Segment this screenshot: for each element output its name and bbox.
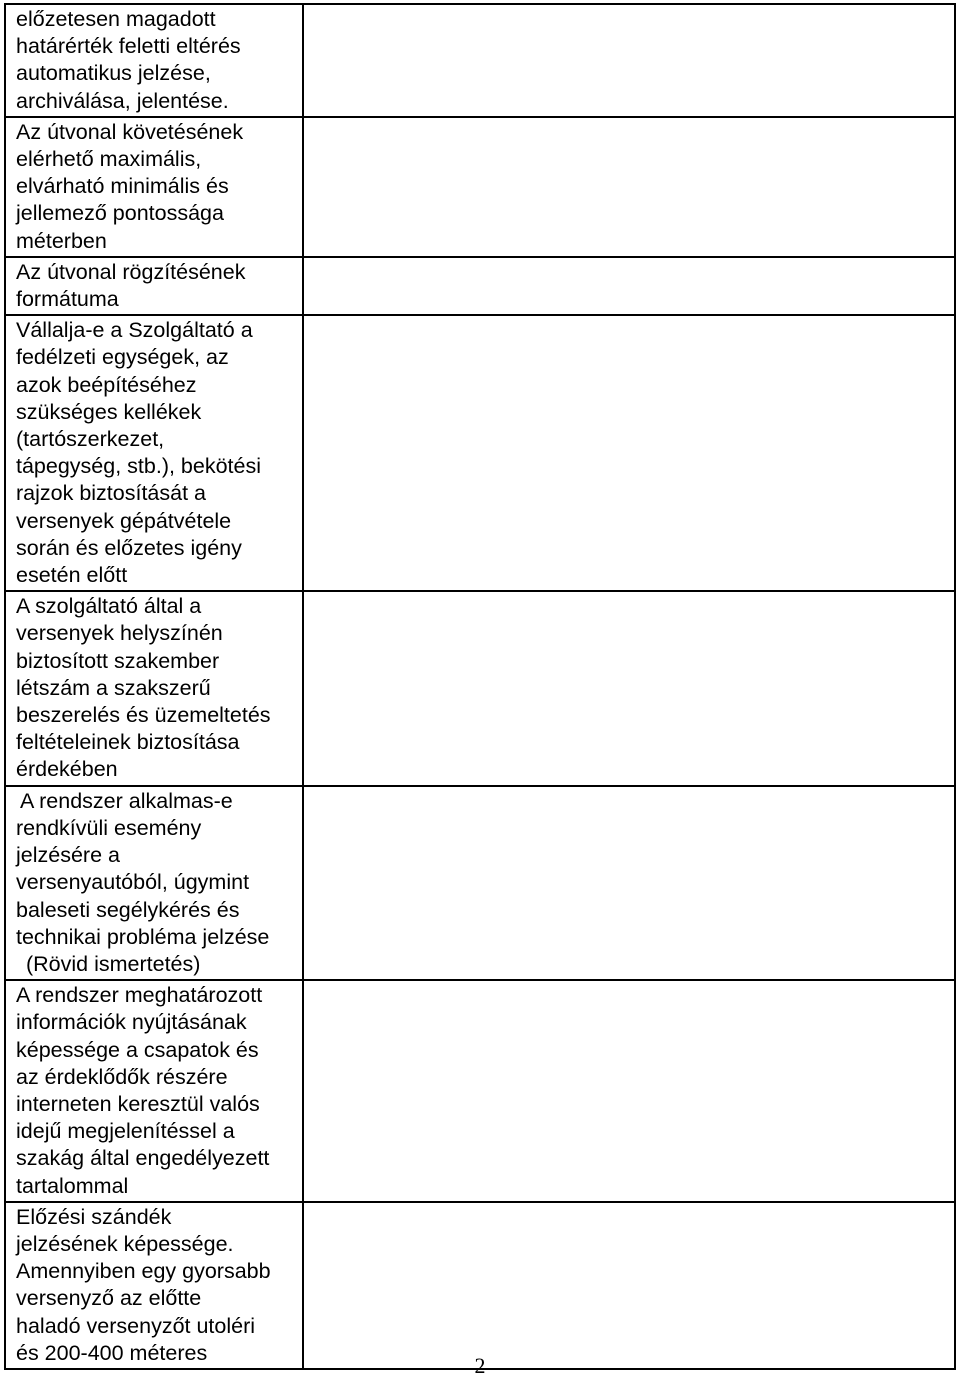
- table-row: [5, 257, 955, 315]
- question-line: jelzésére a: [16, 843, 120, 868]
- question-cell: [5, 591, 303, 785]
- question-cell: [5, 1202, 303, 1369]
- question-text: Az útvonal követésének elérhető maximális, elvárható minimális és jellemező pontossága méterben: [16, 119, 244, 253]
- answer-cell[interactable]: [303, 257, 955, 315]
- question-line: technikai probléma jelzése: [16, 924, 270, 949]
- question-text: [6, 787, 302, 979]
- answer-cell[interactable]: [303, 117, 955, 257]
- question-text: A szolgáltató által a versenyek helyszínén biztosított szakember létszám a szakszerű beszerelés és üzemeltetés feltételeinek biztosítása érdekében: [16, 594, 271, 782]
- requirements-table: [4, 3, 956, 1370]
- question-cell: [5, 117, 303, 257]
- question-line: baleseti segélykérés és: [16, 897, 240, 922]
- answer-cell[interactable]: [303, 786, 955, 980]
- question-text: Előzési szándék jelzésének képessége. Amennyiben egy gyorsabb versenyző az előtte haladó versenyzőt utoléri és 200-400 méteres: [16, 1204, 271, 1365]
- answer-cell[interactable]: [303, 1202, 955, 1369]
- question-cell: [5, 786, 303, 980]
- answer-cell[interactable]: [303, 4, 955, 117]
- table-row: [5, 117, 955, 257]
- question-line: A rendszer alkalmas-e: [20, 788, 233, 813]
- question-cell: [5, 4, 303, 117]
- table-row: [5, 786, 955, 980]
- table-row: [5, 4, 955, 117]
- question-cell: [5, 257, 303, 315]
- question-text: Az útvonal rögzítésének formátuma: [16, 259, 246, 312]
- question-text: előzetesen magadott határérték feletti eltérés automatikus jelzése, archiválása, jelentése.: [16, 7, 241, 113]
- question-line: versenyautóból, úgymint: [16, 870, 250, 895]
- page-number: 2: [474, 1353, 486, 1378]
- question-line: rendkívüli esemény: [16, 815, 202, 840]
- table-row: [5, 315, 955, 591]
- question-text: A rendszer meghatározott információk nyújtásának képessége a csapatok és az érdeklődők részére interneten keresztül valós idejű megjelenítéssel a szakág által engedélyezett tartalommal: [16, 983, 270, 1198]
- table-row: [5, 980, 955, 1202]
- answer-cell[interactable]: [303, 315, 955, 591]
- table-row: [5, 1202, 955, 1369]
- question-cell: [5, 315, 303, 591]
- answer-cell[interactable]: [303, 980, 955, 1202]
- table-row: [5, 591, 955, 785]
- question-text: Vállalja-e a Szolgáltató a fedélzeti egységek, az azok beépítéséhez szükséges kellékek (tartószerkezet, tápegység, stb.), bekötési rajzok biztosítását a versenyek gépátvétele során és előzetes igény esetén előtt: [16, 318, 262, 588]
- question-line: (Rövid ismertetés): [26, 951, 201, 976]
- question-cell: [5, 980, 303, 1202]
- answer-cell[interactable]: [303, 591, 955, 785]
